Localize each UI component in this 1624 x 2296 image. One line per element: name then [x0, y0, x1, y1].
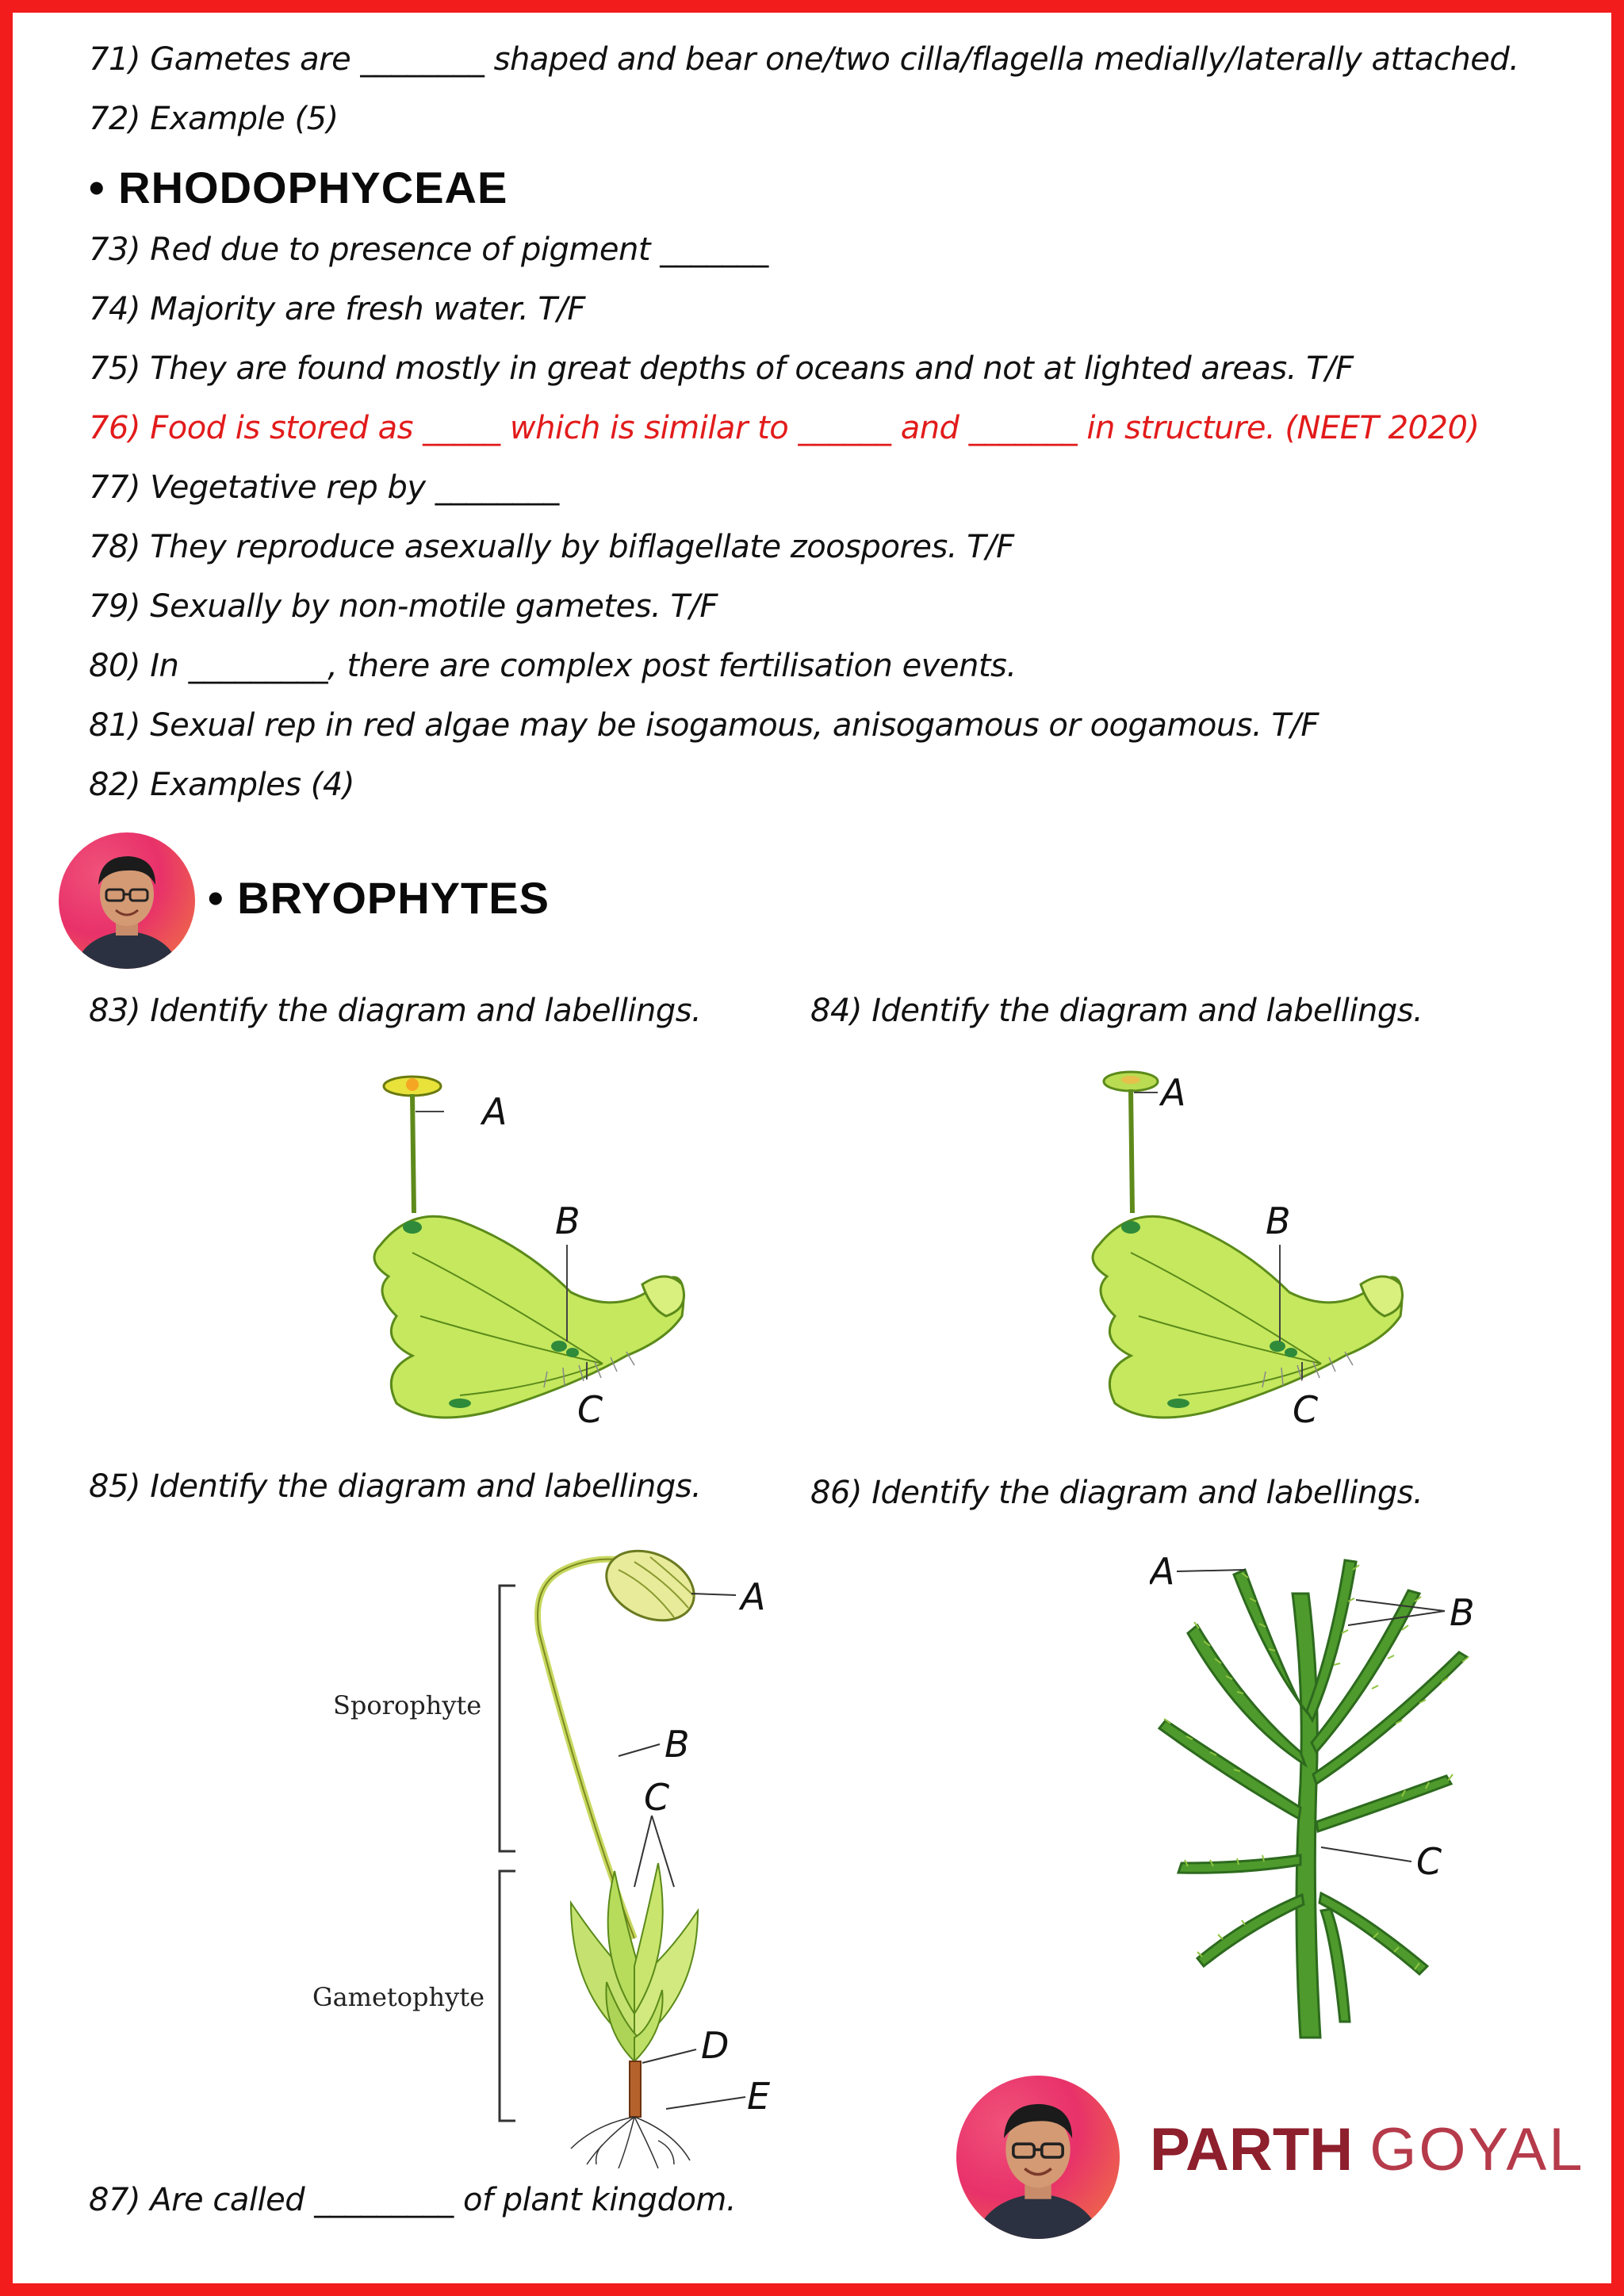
diagram-marchantia-84: [1083, 1054, 1432, 1435]
question-74: 74) Majority are fresh water. T/F: [89, 291, 585, 327]
diagram-sphagnum-86: [1150, 1546, 1522, 2053]
label-b-83: B: [555, 1200, 580, 1242]
diagram-funaria-85: [301, 1538, 793, 2172]
brand-last-name: GOYAL: [1369, 2116, 1585, 2183]
question-83: 83) Identify the diagram and labellings.: [89, 993, 702, 1029]
question-73: 73) Red due to presence of pigment _______: [89, 232, 768, 268]
label-d-85: D: [701, 2024, 730, 2067]
label-b-85: B: [665, 1723, 690, 1766]
label-sporophyte: Sporophyte: [333, 1690, 482, 1720]
diagram-marchantia-83: [365, 1054, 714, 1435]
avatar-portrait-icon: [59, 832, 195, 969]
question-79: 79) Sexually by non-motile gametes. T/F: [89, 588, 718, 625]
label-b-86: B: [1450, 1591, 1475, 1634]
question-86: 86) Identify the diagram and labellings.: [810, 1475, 1423, 1511]
label-b-84: B: [1266, 1200, 1291, 1242]
label-a-86: A: [1150, 1550, 1175, 1593]
question-76: 76) Food is stored as _____ which is similar to ______ and _______ in structure. (NEET 2020): [89, 410, 1480, 446]
brand-first-name: PARTH: [1150, 2116, 1354, 2183]
question-77: 77) Vegetative rep by ________: [89, 469, 559, 506]
label-c-83: C: [577, 1388, 603, 1431]
author-avatar: [59, 832, 195, 969]
question-84: 84) Identify the diagram and labellings.: [810, 993, 1423, 1029]
heading-rhodophyceae: • RHODOPHYCEAE: [89, 163, 508, 212]
label-a-83: A: [482, 1090, 508, 1133]
question-85: 85) Identify the diagram and labellings.: [89, 1468, 702, 1505]
archegoniophore-head: [384, 1077, 441, 1096]
question-81: 81) Sexual rep in red algae may be isogamous, anisogamous or oogamous. T/F: [89, 707, 1319, 744]
question-78: 78) They reproduce asexually by biflagellate zoospores. T/F: [89, 529, 1014, 565]
label-a-84: A: [1161, 1071, 1186, 1114]
brand-avatar: [956, 2076, 1120, 2239]
brand-name: [1150, 2115, 1585, 2184]
question-72: 72) Example (5): [89, 101, 339, 137]
heading-bryophytes: • BRYOPHYTES: [208, 873, 550, 923]
question-75: 75) They are found mostly in great depths of oceans and not at lighted areas. T/F: [89, 350, 1354, 387]
label-e-85: E: [747, 2075, 771, 2118]
question-80: 80) In _________, there are complex post fertilisation events.: [89, 648, 1017, 684]
brand-portrait-icon: [956, 2076, 1120, 2239]
label-gametophyte: Gametophyte: [312, 1982, 485, 2012]
label-c-84: C: [1293, 1388, 1319, 1431]
label-c-85: C: [644, 1776, 670, 1819]
question-82: 82) Examples (4): [89, 767, 354, 803]
question-71: 71) Gametes are ________ shaped and bear one/two cilla/flagella medially/laterally attached.: [89, 41, 1519, 78]
label-c-86: C: [1416, 1840, 1442, 1883]
antheridiophore-head: [1104, 1072, 1158, 1091]
label-a-85: A: [741, 1575, 766, 1618]
moss-leaves: [571, 1863, 698, 2061]
question-87: 87) Are called _________ of plant kingdom.: [89, 2182, 737, 2218]
